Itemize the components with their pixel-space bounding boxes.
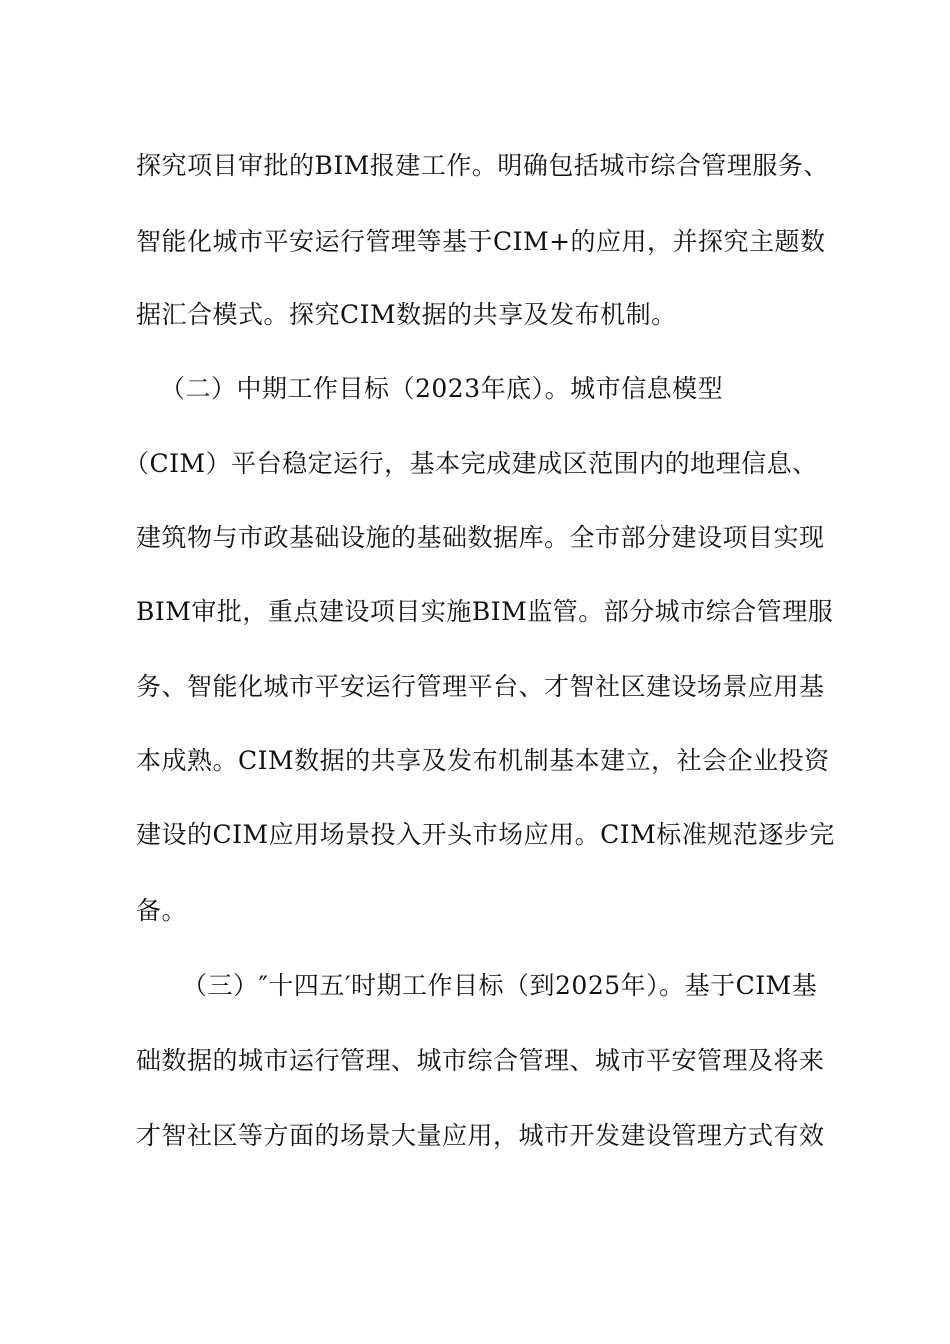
paragraph-line-7: BIM审批，重点建设项目实施BIM监管。部分城市综合管理服 bbox=[136, 597, 834, 626]
paragraph-line-11: 备。 bbox=[136, 896, 188, 925]
paragraph-line-9: 本成熟。CIM数据的共享及发布机制基本建立，社会企业投资 bbox=[136, 746, 830, 775]
paragraph-line-13: 础数据的城市运行管理、城市综合管理、城市平安管理及将来 bbox=[136, 1046, 825, 1075]
paragraph-line-10: 建设的CIM应用场景投入开头市场应用。CIM标准规范逐步完 bbox=[136, 820, 835, 849]
paragraph-line-14: 才智社区等方面的场景大量应用，城市开发建设管理方式有效 bbox=[136, 1121, 825, 1150]
paragraph-line-1: 探究项目审批的BIM报建工作。明确包括城市综合管理服务、 bbox=[136, 151, 829, 180]
paragraph-line-8: 务、智能化城市平安运行管理平台、才智社区建设场景应用基 bbox=[136, 672, 825, 701]
paragraph-line-3: 据汇合模式。探究CIM数据的共享及发布机制。 bbox=[136, 300, 677, 329]
paragraph-line-5: （CIM）平台稳定运行，基本完成建成区范围内的地理信息、 bbox=[124, 449, 818, 478]
section-heading-14th-five-year: （三）″十四五′时期工作目标（到2025年）。基于CIM基 bbox=[182, 971, 818, 1000]
section-heading-midterm: （二）中期工作目标（2023年底）。城市信息模型 bbox=[160, 374, 724, 403]
paragraph-line-2: 智能化城市平安运行管理等基于CIM+的应用，并探究主题数 bbox=[136, 227, 826, 256]
paragraph-line-6: 建筑物与市政基础设施的基础数据库。全市部分建设项目实现 bbox=[136, 523, 825, 552]
